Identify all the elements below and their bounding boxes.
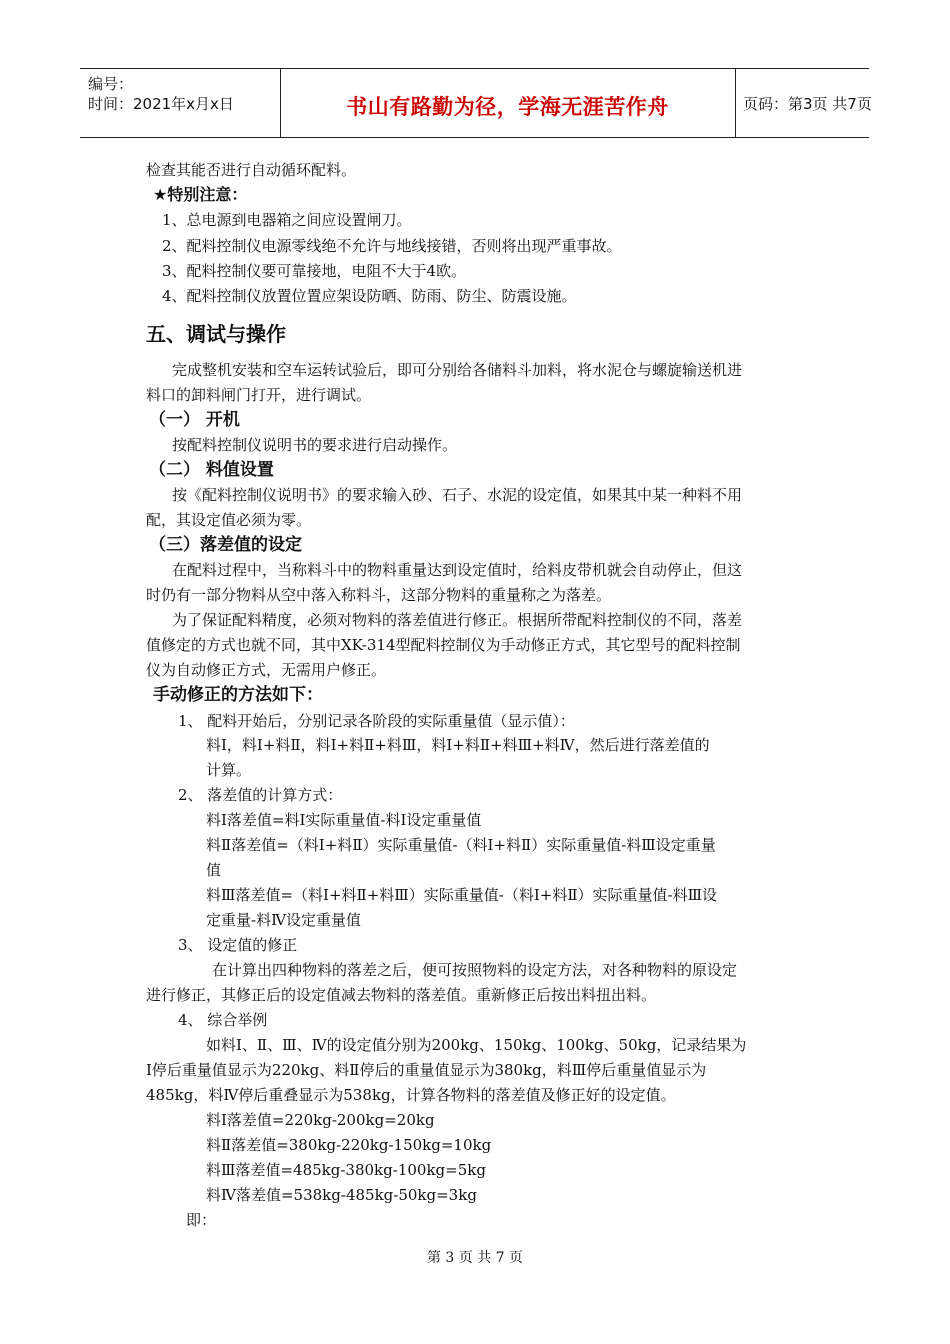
paragraph-line: 在计算出四种物料的落差之后，便可按照物料的设定方法，对各种物料的原设定 — [212, 961, 738, 979]
result-line: 料Ⅲ落差值=485kg-380kg-100kg=5kg — [206, 1161, 486, 1179]
paragraph-line: 进行修正，其修正后的设定值减去物料的落差值。重新修正后按出料扭出料。 — [146, 986, 657, 1004]
subsection-heading: （一） 开机 — [149, 410, 240, 430]
header-meta-cell — [80, 69, 281, 137]
header-page-label: 页码：第3页 共7页 — [743, 95, 872, 113]
step-line: 4、 综合举例 — [178, 1011, 268, 1029]
special-notice-heading: ★特别注意： — [153, 185, 248, 204]
header-motto-cell — [280, 69, 736, 137]
result-line: 料Ⅳ落差值=538kg-485kg-50kg=3kg — [206, 1186, 477, 1204]
page-footer: 第 3 页 共 7 页 — [426, 1250, 524, 1266]
step-line: 计算。 — [206, 761, 252, 779]
formula-line: 定重量-料Ⅳ设定重量值 — [206, 911, 362, 929]
paragraph-line: 按配料控制仪说明书的要求进行启动操作。 — [172, 436, 458, 454]
notice-item: 2、配料控制仪电源零线绝不允许与地线接错，否则将出现严重事故。 — [162, 237, 622, 255]
page-header — [80, 68, 872, 138]
paragraph-line: 完成整机安装和空车运转试验后，即可分别给各储料斗加料，将水泥仓与螺旋输送机进 — [172, 361, 743, 379]
doc-number-label: 编号： — [88, 75, 134, 93]
paragraph-line: 配，其设定值必须为零。 — [146, 511, 312, 529]
step-line: 1、 配料开始后，分别记录各阶段的实际重量值（显示值）： — [178, 712, 575, 730]
paragraph-line: Ⅰ停后重量值显示为220kg、料Ⅱ停后的重量值显示为380kg，料Ⅲ停后重量值显示为 — [146, 1061, 707, 1079]
paragraph-line: 时仍有一部分物料从空中落入称料斗，这部分物料的重量称之为落差。 — [146, 586, 612, 604]
header-page-cell — [735, 69, 872, 137]
step-line: 2、 落差值的计算方式： — [178, 786, 343, 804]
notice-item: 1、总电源到电器箱之间应设置闸刀。 — [162, 211, 412, 229]
header-motto: 书山有路勤为径，学海无涯苦作舟 — [346, 95, 669, 119]
paragraph-line: 值修定的方式也就不同，其中XK-314型配料控制仪为手动修正方式，其它型号的配料控制 — [146, 636, 741, 654]
result-line: 料Ⅱ落差值=380kg-220kg-150kg=10kg — [206, 1136, 492, 1154]
paragraph-line: 485kg，料Ⅳ停后重叠显示为538kg，计算各物料的落差值及修正好的设定值。 — [146, 1086, 676, 1104]
subsection-heading: （二） 料值设置 — [149, 460, 274, 480]
notice-item: 3、配料控制仪要可靠接地，电阻不大于4欧。 — [162, 262, 467, 280]
result-line: 料Ⅰ落差值=220kg-200kg=20kg — [206, 1111, 435, 1129]
step-line: 3、 设定值的修正 — [178, 936, 298, 954]
doc-date-label: 时间：2021年x月x日 — [88, 95, 234, 113]
formula-line: 料Ⅱ落差值=（料Ⅰ+料Ⅱ）实际重量值-（料Ⅰ+料Ⅱ）实际重量值-料Ⅲ设定重量 — [206, 836, 716, 854]
paragraph-line: 即： — [186, 1211, 217, 1229]
paragraph-line: 为了保证配料精度，必须对物料的落差值进行修正。根据所带配料控制仪的不同，落差 — [172, 611, 743, 629]
step-line: 料Ⅰ，料Ⅰ+料Ⅱ，料Ⅰ+料Ⅱ+料Ⅲ，料Ⅰ+料Ⅱ+料Ⅲ+料Ⅳ，然后进行落差值的 — [206, 736, 710, 754]
subsection-heading: （三）落差值的设定 — [149, 535, 302, 555]
method-heading: 手动修正的方法如下： — [153, 685, 323, 705]
notice-item: 4、配料控制仪放置位置应架设防晒、防雨、防尘、防震设施。 — [162, 287, 577, 305]
paragraph-line: 在配料过程中，当称料斗中的物料重量达到设定值时，给料皮带机就会自动停止，但这 — [172, 561, 743, 579]
paragraph-line: 如料Ⅰ、Ⅱ、Ⅲ、Ⅳ的设定值分别为200kg、150kg、100kg、50kg，记录结果为 — [206, 1036, 747, 1054]
section-heading: 五、调试与操作 — [146, 322, 286, 346]
formula-line: 料Ⅰ落差值=料Ⅰ实际重量值-料Ⅰ设定重量值 — [206, 811, 482, 829]
formula-line: 料Ⅲ落差值=（料Ⅰ+料Ⅱ+料Ⅲ）实际重量值-（料Ⅰ+料Ⅱ）实际重量值-料Ⅲ设 — [206, 886, 718, 904]
paragraph-line: 料口的卸料闸门打开，进行调试。 — [146, 386, 372, 404]
body-line: 检查其能否进行自动循环配料。 — [146, 161, 357, 179]
paragraph-line: 仪为自动修正方式，无需用户修正。 — [146, 661, 387, 679]
formula-line: 值 — [206, 861, 222, 879]
paragraph-line: 按《配料控制仪说明书》的要求输入砂、石子、水泥的设定值，如果其中某一种料不用 — [172, 486, 743, 504]
